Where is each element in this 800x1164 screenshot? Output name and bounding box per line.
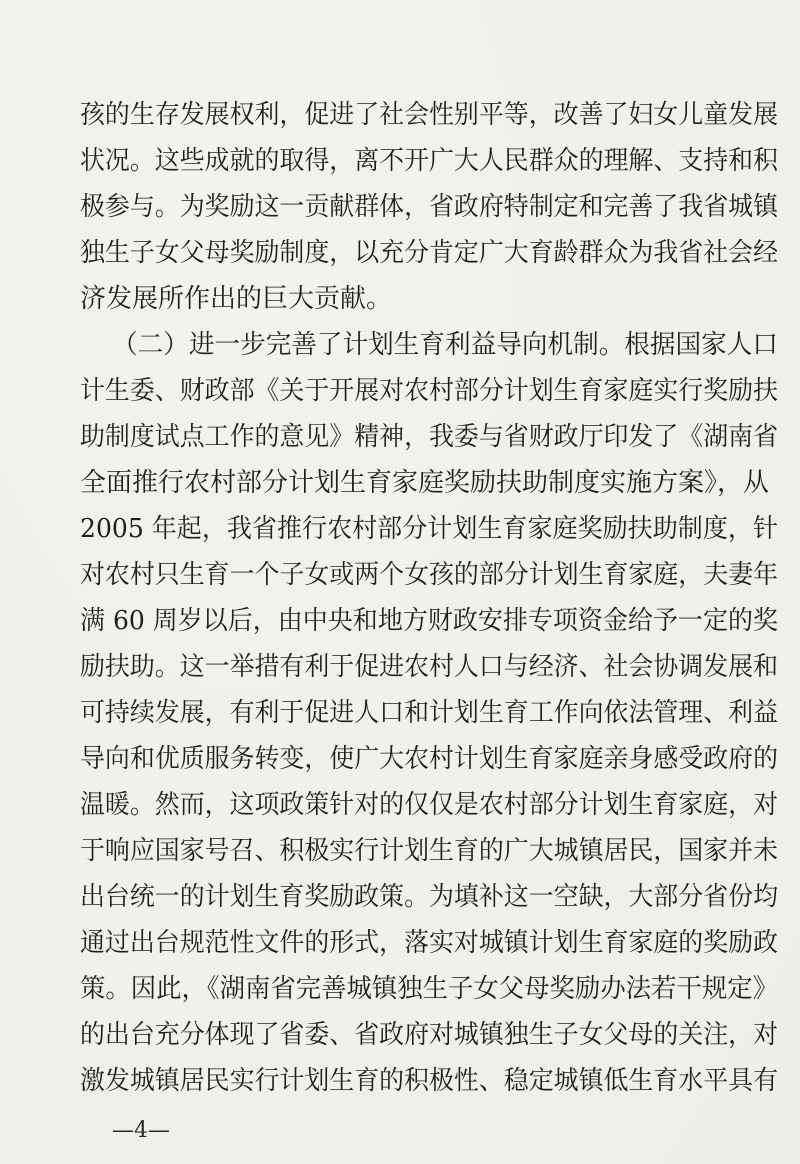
text-line: 计生委、财政部《关于开展对农村部分计划生育家庭实行奖励扶 — [80, 376, 779, 406]
text-line: 于响应国家号召、积极实行计划生育的广大城镇居民，国家并未 — [80, 836, 779, 866]
text-line: 激发城镇居民实行计划生育的积极性、稳定城镇低生育水平具有 — [80, 1066, 779, 1096]
text-line: 济发展所作出的巨大贡献。 — [80, 284, 393, 314]
text-line: 全面推行农村部分计划生育家庭奖励扶助制度实施方案》，从 — [80, 468, 770, 498]
text-line: 可持续发展，有利于促进人口和计划生育工作向依法管理、利益 — [80, 698, 779, 728]
text-line: 独生子女父母奖励制度，以充分肯定广大育龄群众为我省社会经 — [80, 238, 779, 268]
text-line: 孩的生存发展权利，促进了社会性别平等，改善了妇女儿童发展 — [80, 100, 779, 130]
text-line: 对农村只生育一个子女或两个女孩的部分计划生育家庭，夫妻年 — [80, 560, 779, 590]
text-line: 励扶助。这一举措有利于促进农村人口与经济、社会协调发展和 — [80, 652, 779, 682]
page-number: —4— — [112, 1118, 170, 1143]
text-line: 策。因此，《湖南省完善城镇独生子女父母奖励办法若干规定》 — [80, 974, 778, 1004]
text-line: 助制度试点工作的意见》精神，我委与省财政厅印发了《湖南省 — [80, 422, 779, 452]
text-line: 2005 年起，我省推行农村部分计划生育家庭奖励扶助制度，针 — [80, 514, 778, 544]
text-line: 通过出台规范性文件的形式，落实对城镇计划生育家庭的奖励政 — [80, 928, 779, 958]
text-line: 导向和优质服务转变，使广大农村计划生育家庭亲身感受政府的 — [80, 744, 779, 774]
text-line: 满 60 周岁以后，由中央和地方财政安排专项资金给予一定的奖 — [80, 606, 778, 636]
text-line: 状况。这些成就的取得，离不开广大人民群众的理解、支持和积 — [80, 146, 779, 176]
text-line: 极参与。为奖励这一贡献群体，省政府特制定和完善了我省城镇 — [80, 192, 779, 222]
text-line: 的出台充分体现了省委、省政府对城镇独生子女父母的关注，对 — [80, 1020, 779, 1050]
text-line: （二）进一步完善了计划生育利益导向机制。根据国家人口 — [112, 330, 779, 360]
text-line: 出台统一的计划生育奖励政策。为填补这一空缺，大部分省份均 — [80, 882, 779, 912]
text-line: 温暖。然而，这项政策针对的仅仅是农村部分计划生育家庭，对 — [80, 790, 779, 820]
